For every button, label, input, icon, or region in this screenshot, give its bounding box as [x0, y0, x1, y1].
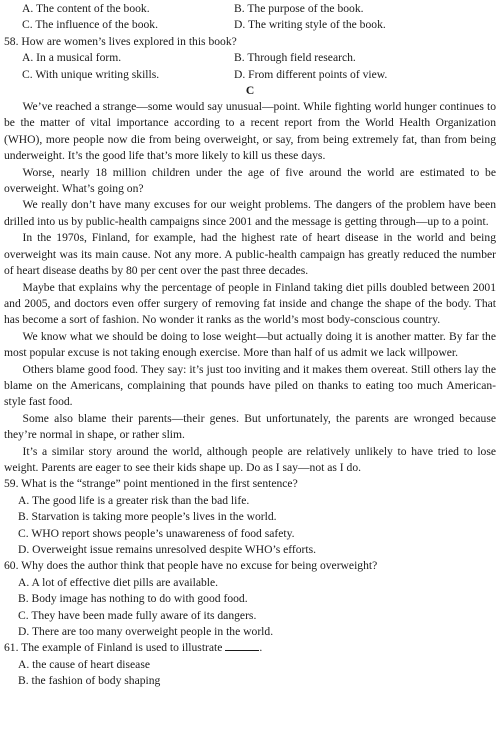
passage-paragraph-3: We really don’t have many excuses for our weight problems. The dangers of the problem have been drilled into us by public-health campaigns since 2001 and the message is getting through—up to a point. — [4, 198, 496, 228]
q59-option-d: D. Overweight issue remains unresolved despite WHO’s efforts. — [18, 543, 317, 556]
passage-paragraph-1: We’ve reached a strange—some would say unusual—point. While fighting world hunger continues to be the matter of vital importance according to a recent report from the World Health Organization (WHO), more people now die from being overweight, or say, from being extremely fat, than from being underweight. It’s the good life that’s more likely to kill us these days. — [4, 100, 496, 163]
passage-paragraph-8: Some also blame their parents—their genes. But unfortunately, the parents are wronged because they’re normal in shape, or rather slim. — [4, 411, 496, 442]
passage-paragraph-5: Maybe that explains why the percentage of people in Finland taking diet pills doubled between 2001 and 2005, and doctors even offer surgery of removing fat inside and change the shape of the body. That has become a sort of fashion. No wonder it ranks as the world’s most body-conscious country. — [4, 280, 496, 327]
q58-option-b: B. Through field research. — [234, 51, 356, 65]
passage-paragraph-2: Worse, nearly 18 million children under the age of five around the world are estimated to be overweight. What’s going on? — [4, 165, 496, 196]
option-c: C. The influence of the book. — [22, 18, 158, 32]
passage-paragraph-9: It’s a similar story around the world, although people are relatively unlikely to have tried to lose weight. Parents are eager to see their kids shape up. Do as I say—not as I do. — [4, 444, 496, 474]
option-b: B. The purpose of the book. — [234, 2, 364, 15]
question-58: 58. How are women’s lives explored in this book? — [4, 34, 237, 48]
q58-options-row-1 — [4, 50, 496, 66]
prev-question-options-row-1 — [4, 1, 496, 17]
q60-option-c: C. They have been made fully aware of its dangers. — [18, 608, 257, 622]
question-59: 59. What is the “strange” point mentioned in the first sentence? — [4, 477, 298, 491]
option-d: D. The writing style of the book. — [234, 18, 386, 32]
passage-paragraph-6: We know what we should be doing to lose weight—but actually doing it is another matter. By far the most popular excuse is not taking enough exercise. More than half of us admit we lack willpower. — [4, 329, 496, 360]
q58-option-d: D. From different points of view. — [234, 67, 388, 81]
option-a: A. The content of the book. — [22, 2, 150, 15]
q59-option-c: C. WHO report shows people’s unawareness of food safety. — [18, 526, 295, 540]
question-61 — [4, 640, 496, 656]
q58-option-c: C. With unique writing skills. — [22, 67, 160, 81]
q61-option-b: B. the fashion of body shaping — [18, 674, 161, 688]
prev-question-options-row-2 — [4, 17, 496, 33]
q58-option-a: A. In a musical form. — [22, 51, 122, 65]
passage-paragraph-7: Others blame good food. They say: it’s just too inviting and it makes them overeat. Still others lay the blame on the Americans, complaining that pounds have piled on thanks to eating too much American-style fast food. — [4, 362, 496, 409]
q58-options-row-2 — [4, 67, 496, 83]
section-heading: C — [245, 84, 255, 98]
q60-option-d: D. There are too many overweight people in the world. — [18, 625, 274, 639]
q59-option-b: B. Starvation is taking more people’s lives in the world. — [18, 510, 277, 524]
q60-option-b: B. Body image has nothing to do with good food. — [18, 592, 248, 606]
q61-end: . — [259, 641, 263, 655]
answer-blank — [225, 640, 259, 651]
q59-option-a: A. The good life is a greater risk than the bad life. — [18, 493, 250, 507]
passage-paragraph-4: In the 1970s, Finland, for example, had the highest rate of heart disease in the world and being overweight was its main cause. Not any more. A public-health campaign has greatly reduced the number of heart disease deaths by 80 per cent over the past three decades. — [4, 231, 496, 278]
q60-option-a: A. A lot of effective diet pills are available. — [18, 575, 219, 589]
q61-stem: 61. The example of Finland is used to illustrate — [4, 641, 223, 655]
question-60: 60. Why does the author think that people have no excuse for being overweight? — [4, 559, 378, 573]
q61-option-a: A. the cause of heart disease — [18, 657, 150, 671]
